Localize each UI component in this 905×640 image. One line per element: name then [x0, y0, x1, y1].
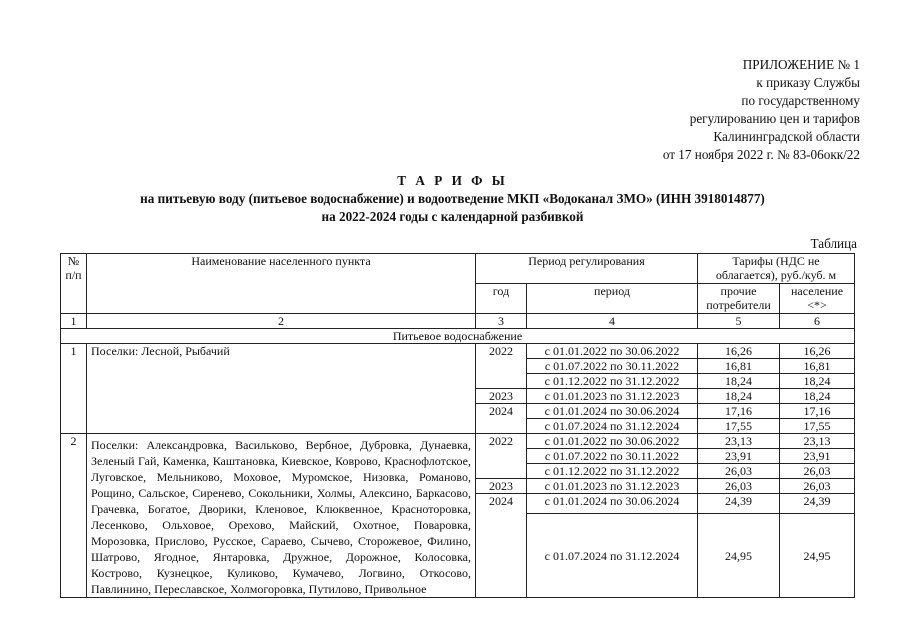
tariff-other: 17,16 — [698, 404, 780, 419]
period-cell: с 01.07.2024 по 31.12.2024 — [527, 514, 698, 598]
appendix-header — [560, 56, 860, 164]
appendix-line: по государственному — [741, 93, 860, 108]
settlement-name: Поселки: Александровка, Васильково, Вербное, Дубровка, Дунаевка, Зеленый Гай, Каменка, Каштановка, Киевское, Коврово, Краснофлотское, Луговское, Мельниково, Моховое, Муромское, Низовка, Романово, Рощино, Сальское, Сиренево, Сокольники, Холмы, Алексино, Баркасово, Грачевка, Богатое, Дворики, Кленовое, Клюквенное, Красноторовка, Лесенково, Ольховое, Орехово, Майский, Охотное, Поваровка, Морозовка, Прислово, Русское, Сараево, Сычево, Сторожевое, Филино, Шатрово, Ягодное, Янтаровка, Дружное, Дорожное, Колосовка, Кострово, Кузнецкое, Куликово, Кумачево, Логвино, Откосово, Павлинино, Переславское, Холмогоровка, Путилово, Привольное — [87, 434, 476, 598]
document-title — [0, 172, 905, 226]
tariff-population: 18,24 — [780, 374, 855, 389]
title-subject: на питьевую воду (питьевое водоснабжение) и водоотведение МКП «Водоканал ЗМО» (ИНН 3918014877) — [140, 191, 765, 206]
year-cell: 2023 — [476, 479, 527, 494]
period-cell: с 01.01.2024 по 30.06.2024 — [527, 404, 698, 419]
tariff-other: 16,81 — [698, 359, 780, 374]
header-year: год — [476, 284, 527, 314]
tariff-other: 18,24 — [698, 389, 780, 404]
header-other-consumers: прочие потребители — [698, 284, 780, 314]
period-cell: с 01.01.2023 по 31.12.2023 — [527, 389, 698, 404]
header-period-group: Период регулирования — [476, 254, 698, 284]
title-heading: Т А Р И Ф Ы — [397, 173, 508, 188]
tariff-other: 24,95 — [698, 514, 780, 598]
tariff-population: 16,26 — [780, 344, 855, 359]
period-cell: с 01.07.2024 по 31.12.2024 — [527, 419, 698, 434]
appendix-line: к приказу Службы — [756, 75, 860, 90]
table-label: Таблица — [810, 236, 857, 251]
period-cell: с 01.01.2024 по 30.06.2024 — [527, 494, 698, 514]
appendix-line: Калининградской области — [713, 129, 860, 144]
col-number: 4 — [527, 314, 698, 329]
settlement-name: Поселки: Лесной, Рыбачий — [87, 344, 476, 434]
header-population: население <*> — [780, 284, 855, 314]
tariff-other: 17,55 — [698, 419, 780, 434]
tariff-population: 26,03 — [780, 479, 855, 494]
tariff-other: 24,39 — [698, 494, 780, 514]
group-num: 1 — [61, 344, 87, 434]
header-name: Наименование населенного пункта — [87, 254, 476, 314]
year-cell: 2024 — [476, 494, 527, 598]
tariff-population: 23,13 — [780, 434, 855, 449]
year-cell: 2024 — [476, 404, 527, 434]
period-cell: с 01.07.2022 по 30.11.2022 — [527, 449, 698, 464]
period-cell: с 01.01.2022 по 30.06.2022 — [527, 344, 698, 359]
year-cell: 2022 — [476, 434, 527, 479]
tariff-population: 18,24 — [780, 389, 855, 404]
col-number: 5 — [698, 314, 780, 329]
tariff-other: 16,26 — [698, 344, 780, 359]
tariff-population: 17,16 — [780, 404, 855, 419]
appendix-line: регулированию цен и тарифов — [689, 111, 860, 126]
header-period: период — [527, 284, 698, 314]
tariff-population: 26,03 — [780, 464, 855, 479]
col-number: 1 — [61, 314, 87, 329]
tariff-population: 17,55 — [780, 419, 855, 434]
group-num: 2 — [61, 434, 87, 598]
col-number: 6 — [780, 314, 855, 329]
title-period: на 2022-2024 годы с календарной разбивкой — [321, 209, 584, 224]
tariff-other: 26,03 — [698, 464, 780, 479]
year-cell: 2022 — [476, 344, 527, 389]
tariff-population: 16,81 — [780, 359, 855, 374]
tariff-other: 26,03 — [698, 479, 780, 494]
header-tariff-group: Тарифы (НДС не облагается), руб./куб. м — [698, 254, 855, 284]
col-number: 2 — [87, 314, 476, 329]
tariff-table — [60, 253, 855, 598]
tariff-population: 23,91 — [780, 449, 855, 464]
period-cell: с 01.12.2022 по 31.12.2022 — [527, 464, 698, 479]
tariff-other: 18,24 — [698, 374, 780, 389]
period-cell: с 01.07.2022 по 30.11.2022 — [527, 359, 698, 374]
period-cell: с 01.01.2023 по 31.12.2023 — [527, 479, 698, 494]
tariff-population: 24,39 — [780, 494, 855, 514]
period-cell: с 01.01.2022 по 30.06.2022 — [527, 434, 698, 449]
appendix-line: ПРИЛОЖЕНИЕ № 1 — [742, 57, 860, 72]
section-heading: Питьевое водоснабжение — [61, 329, 855, 344]
tariff-other: 23,91 — [698, 449, 780, 464]
header-num: № п/п — [61, 254, 87, 314]
year-cell: 2023 — [476, 389, 527, 404]
tariff-population: 24,95 — [780, 514, 855, 598]
col-number: 3 — [476, 314, 527, 329]
appendix-line: от 17 ноября 2022 г. № 83-06окк/22 — [662, 147, 860, 162]
period-cell: с 01.12.2022 по 31.12.2022 — [527, 374, 698, 389]
tariff-other: 23,13 — [698, 434, 780, 449]
